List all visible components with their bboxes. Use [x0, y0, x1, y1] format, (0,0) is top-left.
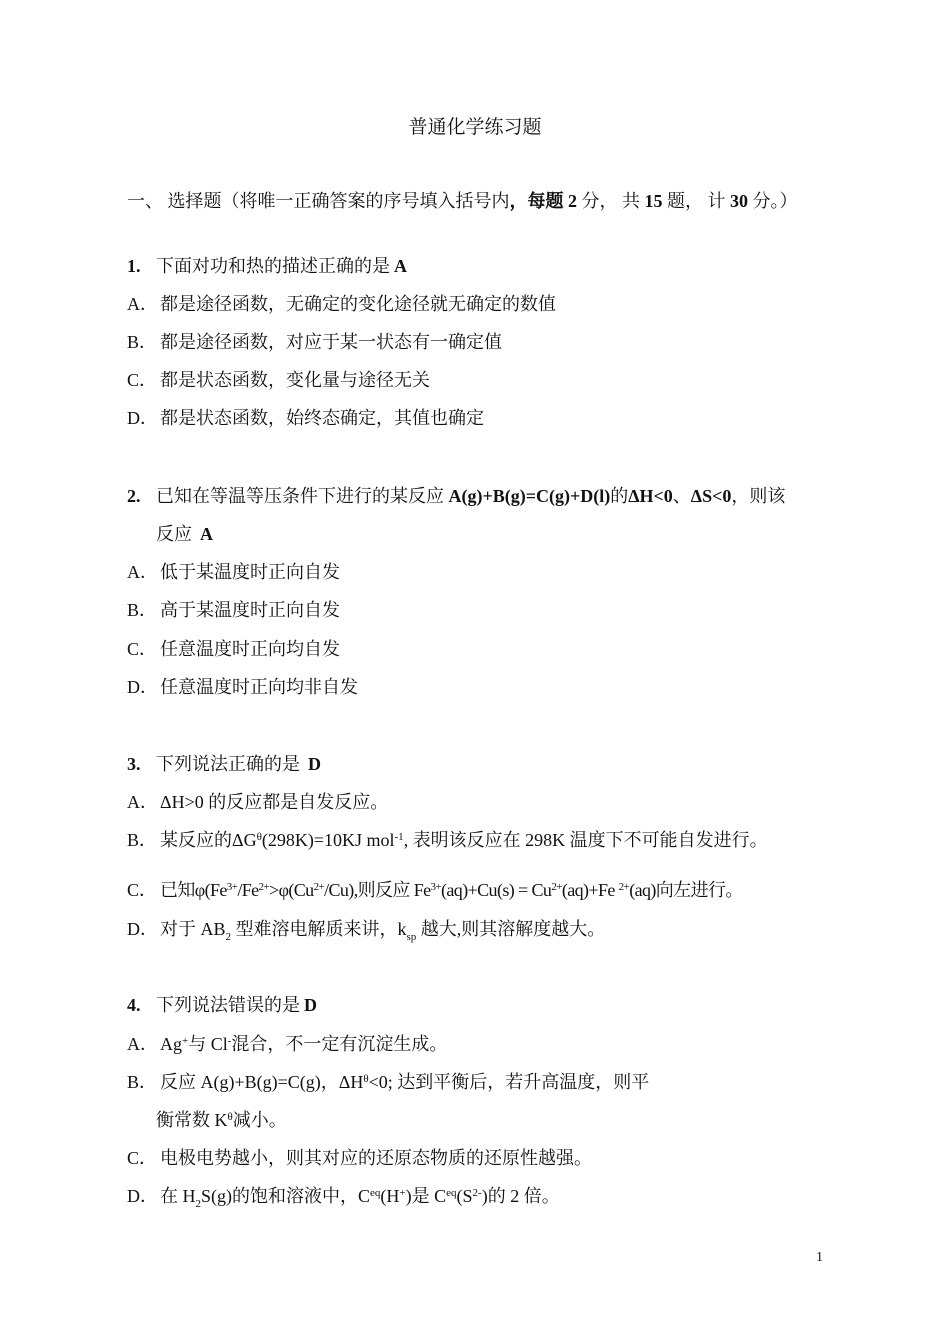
superscript: 3+ [226, 881, 238, 893]
option-label: D． [127, 919, 158, 939]
question-4-option-b-continued [156, 1106, 287, 1132]
page-title: 普通化学练习题 [408, 117, 542, 138]
question-text-post: ，则该 [731, 486, 786, 506]
section-count-post: 题， 计 [662, 191, 730, 211]
reaction-equation: A(g)+B(g)=C(g)+D(l) [448, 486, 611, 506]
superscript: 2+ [313, 881, 325, 893]
question-number: 3. [127, 754, 141, 774]
superscript: + [182, 1035, 189, 1047]
option-label: D． [127, 1186, 158, 1206]
option-text: 与 Cl [188, 1034, 228, 1054]
question-answer: A [394, 256, 407, 276]
option-text: 型难溶电解质来讲，k [231, 919, 407, 939]
question-3-option-b [127, 826, 768, 852]
superscript: 3+ [430, 881, 442, 893]
option-text: 对于 AB [160, 919, 226, 939]
option-text: (S [456, 1186, 473, 1206]
superscript: eq [370, 1187, 381, 1199]
condition-separator: 、 [672, 486, 691, 506]
option-label: C． [127, 370, 158, 390]
option-text: 反应 A(g)+B(g)=C(g)，ΔH [160, 1072, 364, 1092]
option-text: 低于某温度时正向自发 [160, 562, 340, 582]
question-text-mid: 的 [610, 486, 629, 506]
question-answer: D [304, 995, 317, 1015]
superscript: -1 [394, 831, 404, 843]
option-text: (aq)+Cu(s) = Cu [441, 880, 552, 900]
question-2-option-c [127, 635, 340, 661]
question-2-stem [127, 482, 785, 508]
option-text: 任意温度时正向均非自发 [160, 677, 358, 697]
option-text: 越大,则其溶解度越大。 [416, 919, 606, 939]
question-number: 1. [127, 256, 141, 276]
superscript: + [399, 1187, 406, 1199]
option-label: C． [127, 1148, 158, 1168]
option-text: 某反应的ΔG [160, 830, 257, 850]
question-4-option-c [127, 1144, 592, 1170]
option-text: <0; 达到平衡后，若升高温度，则平 [368, 1072, 650, 1092]
question-1-option-a [127, 290, 556, 316]
section-per-question-score: 2 [568, 191, 577, 211]
option-text: )是 C [405, 1186, 447, 1206]
question-text-continued: 反应 [156, 524, 192, 544]
option-label: A． [127, 1034, 158, 1054]
option-text: 高于某温度时正向自发 [160, 600, 340, 620]
section-heading [127, 187, 907, 213]
option-text: 衡常数 K [156, 1110, 228, 1130]
subscript: sp [406, 931, 417, 943]
question-1-option-d [127, 404, 484, 430]
option-text: 都是状态函数，始终态确定，其值也确定 [160, 408, 484, 428]
option-text: (aq)向左进行。 [629, 880, 743, 900]
page-number: 1 [816, 1250, 823, 1265]
entropy-condition: ΔS<0 [690, 486, 732, 506]
option-label: A． [127, 792, 158, 812]
option-label: D． [127, 677, 158, 697]
question-2-option-d [127, 673, 358, 699]
superscript: θ [363, 1073, 369, 1085]
option-text: (aq)+Fe [561, 880, 619, 900]
enthalpy-condition: ΔH<0 [628, 486, 673, 506]
question-3-stem [127, 750, 321, 776]
option-text: (H [380, 1186, 400, 1206]
option-text: >φ(Cu [269, 880, 314, 900]
section-suffix: 分。） [748, 191, 798, 211]
question-2-option-b [127, 596, 340, 622]
option-text: 都是状态函数，变化量与途径无关 [160, 370, 430, 390]
superscript: θ [227, 1111, 233, 1123]
question-1-option-c [127, 366, 430, 392]
section-per-question-post: 分， 共 [577, 191, 645, 211]
superscript: 2- [472, 1187, 482, 1199]
option-text: 混合，不一定有沉淀生成。 [231, 1034, 448, 1054]
superscript: 2+ [618, 881, 630, 893]
question-text: 下列说法错误的是 [156, 995, 300, 1015]
question-3-option-d [127, 915, 605, 943]
question-text: 已知在等温等压条件下进行的某反应 [156, 486, 449, 506]
section-question-count: 15 [644, 191, 663, 211]
option-label: C． [127, 880, 158, 900]
option-text: ΔH>0 的反应都是自发反应。 [160, 792, 389, 812]
superscript: 2+ [551, 881, 562, 893]
question-4-stem [127, 991, 317, 1017]
option-label: A． [127, 294, 158, 314]
option-text: /Fe [237, 880, 259, 900]
option-text: S(g)的饱和溶液中，C [201, 1186, 371, 1206]
option-label: D． [127, 408, 158, 428]
option-text: 减小。 [232, 1110, 287, 1130]
question-3-option-c [127, 876, 743, 902]
superscript: θ [256, 831, 262, 843]
section-per-question-pre: ，每题 [509, 191, 568, 211]
option-label: B． [127, 332, 158, 352]
subscript: 2 [195, 1198, 201, 1210]
question-2-stem-continued [156, 520, 213, 546]
option-label: B． [127, 1072, 158, 1092]
option-label: A． [127, 562, 158, 582]
option-text: , 表明该反应在 298K 温度下不可能自发进行。 [403, 830, 768, 850]
option-text: /Cu),则反应 Fe [324, 880, 431, 900]
question-1-stem [127, 252, 407, 278]
option-text: 任意温度时正向均自发 [160, 639, 340, 659]
option-text: Ag [160, 1034, 182, 1054]
question-text: 下列说法正确的是 [156, 754, 300, 774]
option-text: (298K)=10KJ mol [261, 830, 395, 850]
question-4-option-a [127, 1030, 447, 1056]
question-4-option-d [127, 1182, 560, 1210]
superscript: 2+ [258, 881, 270, 893]
option-label: B． [127, 830, 158, 850]
option-text: )的 2 倍。 [481, 1186, 560, 1206]
option-text: 在 H [160, 1186, 196, 1206]
option-text: 都是途径函数，无确定的变化途径就无确定的数值 [160, 294, 556, 314]
superscript: - [227, 1035, 232, 1047]
superscript: eq [446, 1187, 457, 1199]
question-1-option-b [127, 328, 502, 354]
option-text: 已知φ(Fe [160, 880, 227, 900]
question-number: 2. [127, 486, 141, 506]
question-number: 4. [127, 995, 141, 1015]
section-prefix: 一、 选择题（将唯一正确答案的序号填入括号内 [127, 191, 510, 211]
option-label: C． [127, 639, 158, 659]
section-total-score: 30 [730, 191, 748, 211]
question-answer: D [308, 754, 321, 774]
option-text: 都是途径函数，对应于某一状态有一确定值 [160, 332, 502, 352]
subscript: 2 [225, 931, 232, 943]
option-text: 电极电势越小，则其对应的还原态物质的还原性越强。 [160, 1148, 592, 1168]
question-4-option-b [127, 1068, 649, 1094]
question-answer: A [200, 524, 213, 544]
question-2-option-a [127, 558, 340, 584]
question-3-option-a [127, 788, 388, 814]
question-text: 下面对功和热的描述正确的是 [156, 256, 390, 276]
option-label: B． [127, 600, 158, 620]
